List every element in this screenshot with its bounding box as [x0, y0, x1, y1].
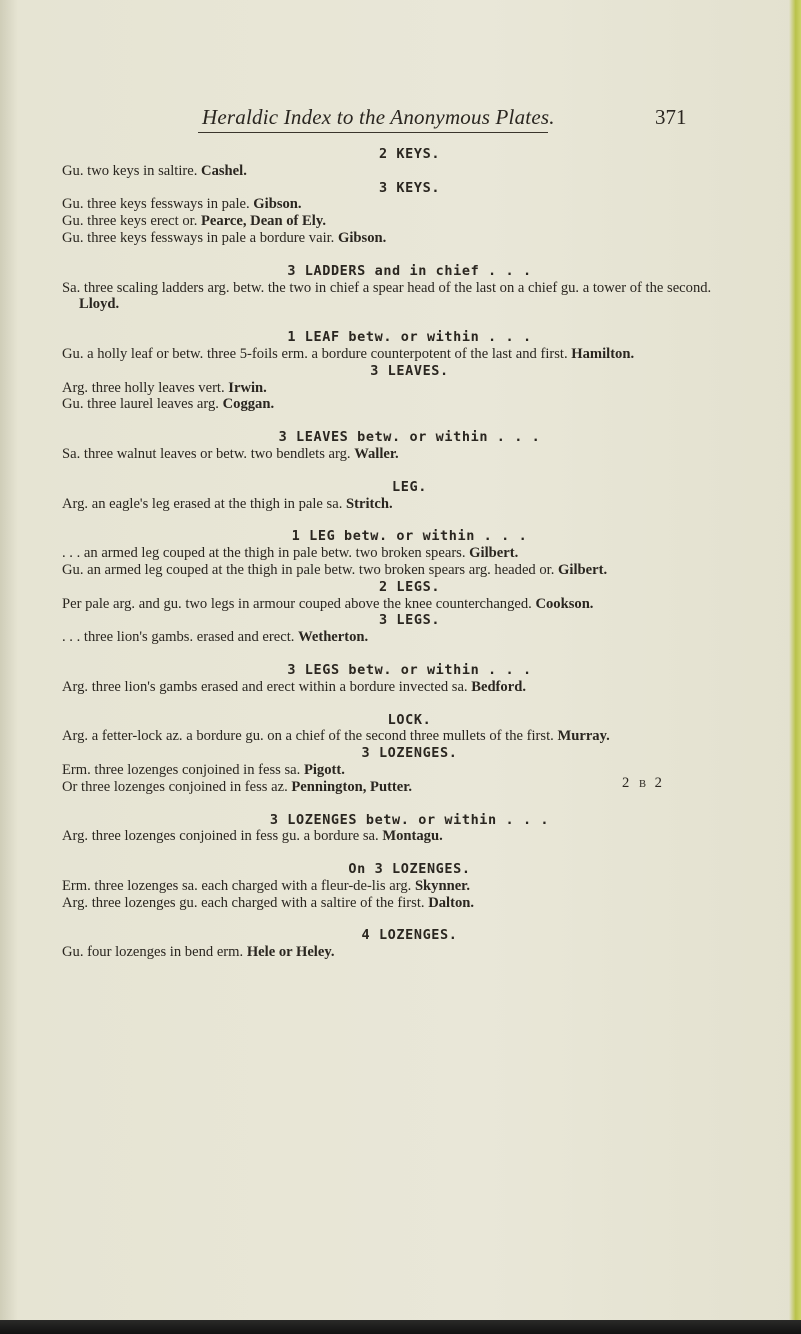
entry-blazon: Erm. three lozenges conjoined in fess sa.: [62, 761, 301, 778]
section-heading: LEG.: [392, 478, 427, 495]
section-heading: 3 KEYS.: [378, 179, 441, 196]
section-heading: 1 LEAF betw. or within . . .: [287, 329, 532, 346]
section-heading: 3 LEAVES.: [370, 362, 449, 379]
index-entry: [62, 380, 727, 397]
entry-blazon: Sa. three walnut leaves or betw. two bendlets arg.: [62, 445, 351, 462]
index-entry: [62, 446, 727, 463]
running-head: [0, 105, 801, 135]
index-entry: [62, 196, 727, 213]
entry-blazon: Arg. three lozenges conjoined in fess gu. a bordure sa.: [62, 828, 379, 845]
entry-blazon: Arg. a fetter-lock az. a bordure gu. on a chief of the second three mullets of the first.: [62, 728, 554, 745]
section-heading: 1 LEG betw. or within . . .: [291, 528, 528, 545]
index-entry: [62, 496, 727, 513]
scan-bottom-border: [0, 1320, 801, 1334]
entry-blazon: Arg. an eagle's leg erased at the thigh in pale sa.: [62, 495, 343, 512]
entry-blazon: Gu. three laurel leaves arg.: [62, 396, 219, 413]
index-content: [62, 146, 727, 961]
entry-blazon: . . . three lion's gambs. erased and erect.: [62, 629, 295, 646]
entry-blazon: Gu. an armed leg couped at the thigh in pale betw. two broken spears arg. headed or.: [62, 561, 555, 578]
entry-blazon: Arg. three lozenges gu. each charged with a saltire of the first.: [62, 894, 425, 911]
entry-family-name: Hele or Heley.: [246, 944, 335, 961]
signature-mark: [622, 775, 665, 792]
index-entry: [62, 629, 727, 646]
entry-blazon: Arg. three lion's gambs erased and erect within a bordure invected sa.: [62, 678, 468, 695]
section-heading: 3 LADDERS and in chief . . .: [287, 262, 532, 279]
section-heading: 3 LOZENGES.: [361, 745, 458, 762]
entry-family-name: Lloyd.: [79, 296, 120, 313]
entry-blazon: Erm. three lozenges sa. each charged with a fleur-de-lis arg.: [62, 877, 412, 894]
signature-middle: B: [638, 779, 648, 790]
section-heading: 3 LEGS betw. or within . . .: [287, 661, 532, 678]
index-entry: [62, 396, 727, 413]
entry-family-name: Gibson.: [253, 196, 302, 213]
entry-family-name: Skynner.: [414, 877, 470, 894]
section-heading: 2 LEGS.: [378, 578, 441, 595]
index-entry: [62, 545, 727, 562]
index-entry: [62, 596, 727, 613]
page-edge-stain: [789, 0, 801, 1334]
index-entry: [62, 230, 727, 247]
entry-family-name: Coggan.: [222, 396, 275, 413]
index-entry: [62, 213, 727, 230]
entry-blazon: Gu. a holly leaf or betw. three 5-foils erm. a bordure counterpotent of the last and first.: [62, 345, 568, 362]
index-entry: [62, 828, 727, 845]
page-number: 371: [655, 105, 687, 129]
index-entry: [62, 346, 727, 363]
index-entry: [62, 944, 727, 961]
entry-family-name: Dalton.: [428, 894, 475, 911]
index-entry: [62, 280, 727, 314]
entry-blazon: . . . an armed leg couped at the thigh in pale betw. two broken spears.: [62, 545, 466, 562]
section-heading: 3 LEGS.: [378, 612, 441, 629]
section-heading: 3 LOZENGES betw. or within . . .: [269, 811, 550, 828]
signature-left: 2: [622, 775, 633, 791]
entry-family-name: Pigott.: [303, 761, 345, 778]
entry-family-name: Hamilton.: [571, 345, 635, 362]
section-heading: 3 LEAVES betw. or within . . .: [278, 429, 541, 446]
entry-family-name: Gibson.: [338, 229, 387, 246]
entry-family-name: Murray.: [557, 728, 610, 745]
entry-family-name: Cookson.: [535, 595, 594, 612]
entry-blazon: Arg. three holly leaves vert.: [62, 379, 225, 396]
index-entry: [62, 728, 727, 745]
section-heading: On 3 LOZENGES.: [348, 861, 471, 878]
section-heading: 4 LOZENGES.: [361, 927, 458, 944]
entry-family-name: Montagu.: [382, 828, 443, 845]
entry-blazon: Gu. three keys fessways in pale.: [62, 196, 250, 213]
entry-blazon: Gu. three keys erect or.: [62, 213, 198, 230]
entry-blazon: Gu. two keys in saltire.: [62, 162, 198, 179]
entry-family-name: Bedford.: [471, 678, 526, 695]
signature-right: 2: [654, 775, 665, 791]
entry-family-name: Stritch.: [346, 495, 393, 512]
entry-family-name: Gilbert.: [469, 545, 519, 562]
entry-blazon: Sa. three scaling ladders arg. betw. the two in chief a spear head of the last on a chief gu. a tower of the second.: [62, 279, 712, 296]
entry-family-name: Wetherton.: [298, 629, 369, 646]
index-entry: [62, 878, 727, 895]
entry-blazon: Gu. three keys fessways in pale a bordure vair.: [62, 229, 335, 246]
entry-family-name: Gilbert.: [558, 561, 608, 578]
entry-family-name: Cashel.: [201, 162, 247, 179]
entry-family-name: Irwin.: [228, 379, 267, 396]
entry-family-name: Waller.: [354, 445, 399, 462]
entry-blazon: Per pale arg. and gu. two legs in armour couped above the knee counterchanged.: [62, 595, 532, 612]
section-heading: 2 KEYS.: [378, 146, 441, 162]
index-entry: [62, 679, 727, 696]
entry-family-name: Pennington, Putter.: [291, 778, 413, 795]
section-heading: LOCK.: [387, 711, 432, 728]
running-head-rule: [198, 132, 548, 133]
entry-family-name: Pearce, Dean of Ely.: [201, 213, 326, 230]
entry-blazon: Or three lozenges conjoined in fess az.: [62, 778, 288, 795]
index-entry: [62, 163, 727, 180]
index-entry: [62, 562, 727, 579]
index-entry: [62, 895, 727, 912]
running-head-title: Heraldic Index to the Anonymous Plates.: [202, 105, 555, 129]
entry-blazon: Gu. four lozenges in bend erm.: [62, 944, 244, 961]
